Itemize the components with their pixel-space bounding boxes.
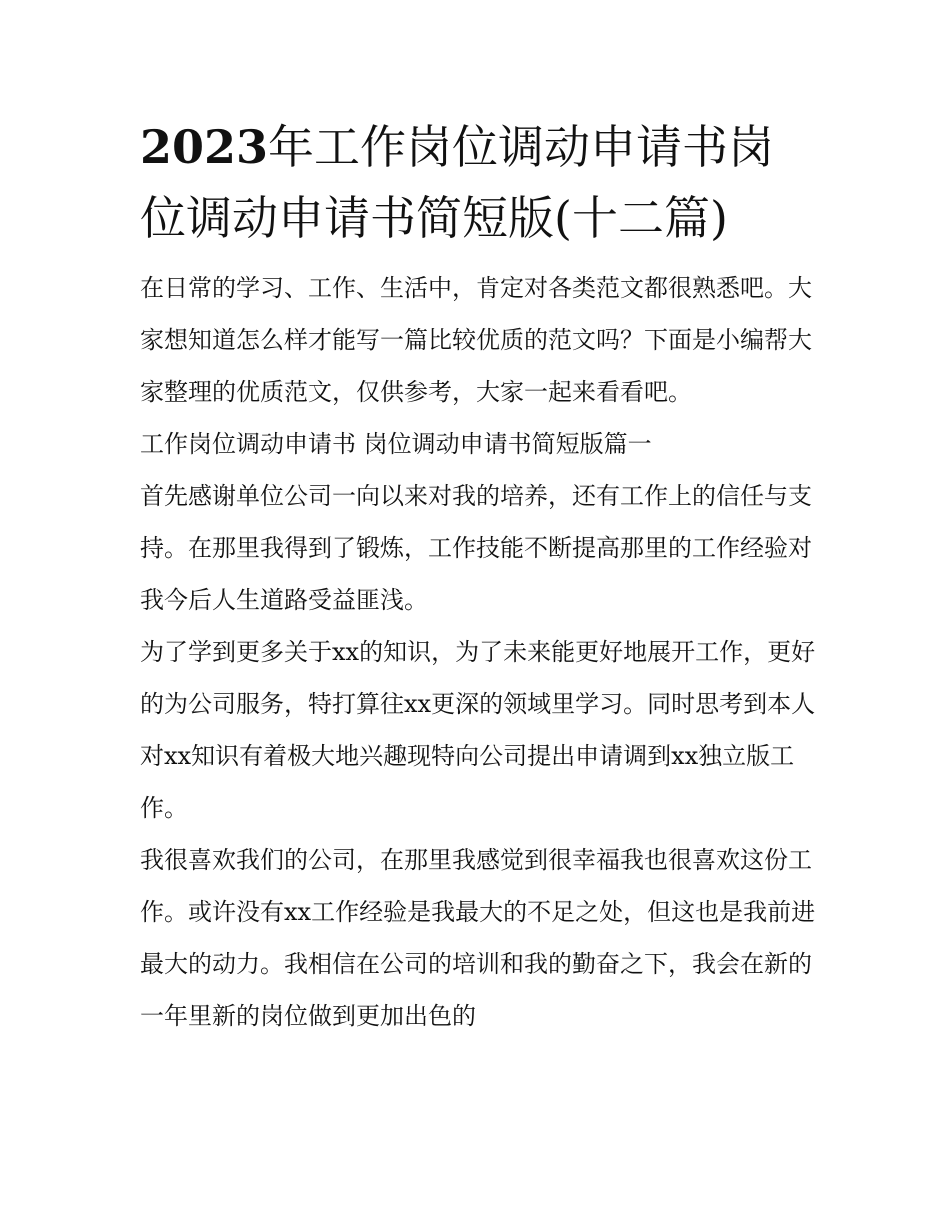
section-heading: 工作岗位调动申请书 岗位调动申请书简短版篇一 xyxy=(140,430,652,458)
document-title-year: 2023 xyxy=(140,120,269,174)
document-title xyxy=(140,112,820,254)
body-paragraph: 我很喜欢我们的公司，在那里我感觉到很幸福我也很喜欢这份工作。或许没有xx工作经验是我最大的不足之处，但这也是我前进最大的动力。我相信在公司的培训和我的勤奋之下，我会在新的一年里新的岗位做到更加出色的 xyxy=(140,846,816,1030)
body-paragraph: 首先感谢单位公司一向以来对我的培养，还有工作上的信任与支持。在那里我得到了锻炼，工作技能不断提高那里的工作经验对我今后人生道路受益匪浅。 xyxy=(140,482,812,614)
intro-paragraph: 在日常的学习、工作、生活中，肯定对各类范文都很熟悉吧。大家想知道怎么样才能写一篇比较优质的范文吗？下面是小编帮大家整理的优质范文，仅供参考，大家一起来看看吧。 xyxy=(140,274,812,406)
body-paragraph: 为了学到更多关于xx的知识，为了未来能更好地展开工作，更好的为公司服务，特打算往xx更深的领域里学习。同时思考到本人对xx知识有着极大地兴趣现特向公司提出申请调到xx独立版工作。 xyxy=(140,638,816,822)
document-content xyxy=(140,112,820,1042)
document-title-text: 年工作岗位调动申请书岗位调动申请书简短版(十二篇) xyxy=(140,120,775,245)
